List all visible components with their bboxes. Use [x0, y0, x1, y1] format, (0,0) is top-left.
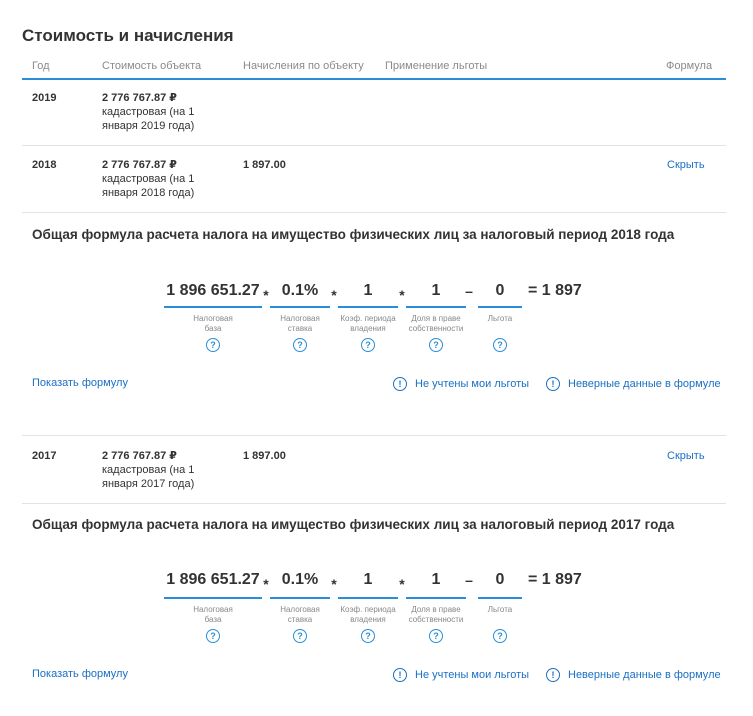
question-icon[interactable]: ?	[293, 338, 307, 352]
warning-icon: !	[546, 668, 560, 682]
label-period-coef: Коэф. периода владения	[340, 605, 396, 624]
label-benefit: Льгота	[487, 314, 513, 323]
op-minus: –	[465, 283, 473, 299]
label-benefit: Льгота	[487, 605, 513, 614]
coef-underline	[338, 306, 398, 308]
header-divider	[22, 78, 726, 80]
cost-value: 2 776 767.87 ₽	[102, 159, 177, 171]
op-multiply: *	[263, 287, 269, 303]
cost-note: кадастровая (на 1 января 2018 года)	[102, 173, 195, 199]
row-divider	[22, 503, 726, 504]
question-icon[interactable]: ?	[361, 629, 375, 643]
header-benefit: Применение льготы	[385, 60, 488, 72]
row-divider	[22, 435, 726, 436]
rate-underline	[270, 597, 330, 599]
formula-result: = 1 897	[528, 571, 582, 588]
op-multiply: *	[331, 576, 337, 592]
cost-note: кадастровая (на 1 января 2019 года)	[102, 106, 195, 132]
row-cost	[102, 449, 212, 491]
hide-formula-link[interactable]: Скрыть	[667, 450, 705, 462]
rate-underline	[270, 306, 330, 308]
label-rate: Налоговая ставка	[280, 314, 320, 333]
hide-formula-link[interactable]: Скрыть	[667, 159, 705, 171]
row-year: 2019	[32, 92, 57, 104]
op-multiply: *	[399, 576, 405, 592]
op-multiply: *	[399, 287, 405, 303]
question-icon[interactable]: ?	[429, 338, 443, 352]
question-icon[interactable]: ?	[206, 338, 220, 352]
benefits-not-counted-link[interactable]: Не учтены мои льготы	[415, 669, 530, 681]
row-cost	[102, 158, 212, 200]
page-title: Стоимость и начисления	[22, 26, 234, 45]
formula-period-coef: 1	[363, 571, 373, 588]
formula-rate: 0.1%	[281, 282, 319, 299]
row-cost	[102, 91, 212, 133]
formula-rate: 0.1%	[281, 571, 319, 588]
base-underline	[164, 597, 262, 599]
op-multiply: *	[263, 576, 269, 592]
formula-share: 1	[431, 571, 441, 588]
label-period-coef: Коэф. периода владения	[340, 314, 396, 333]
warning-icon: !	[393, 668, 407, 682]
base-underline	[164, 306, 262, 308]
label-base: Налоговая база	[193, 605, 233, 624]
row-year: 2018	[32, 159, 57, 171]
question-icon[interactable]: ?	[493, 338, 507, 352]
show-formula-link[interactable]: Показать формулу	[32, 377, 128, 389]
formula-title: Общая формула расчета налога на имущество физических лиц за налоговый период 2017 года	[32, 517, 675, 532]
cost-value: 2 776 767.87 ₽	[102, 450, 177, 462]
warning-icon: !	[393, 377, 407, 391]
formula-base: 1 896 651.27	[166, 282, 260, 299]
question-icon[interactable]: ?	[361, 338, 375, 352]
op-multiply: *	[331, 287, 337, 303]
formula-share: 1	[431, 282, 441, 299]
cost-note: кадастровая (на 1 января 2017 года)	[102, 464, 195, 490]
label-rate: Налоговая ставка	[280, 605, 320, 624]
label-share: Доля в праве собственности	[408, 605, 464, 624]
row-accrual: 1 897.00	[243, 450, 286, 462]
benefit-underline	[478, 597, 522, 599]
question-icon[interactable]: ?	[206, 629, 220, 643]
header-cost: Стоимость объекта	[102, 60, 202, 72]
share-underline	[406, 597, 466, 599]
row-year: 2017	[32, 450, 57, 462]
formula-period-coef: 1	[363, 282, 373, 299]
warning-icon: !	[546, 377, 560, 391]
label-base: Налоговая база	[193, 314, 233, 333]
header-year: Год	[32, 60, 50, 72]
header-accrual: Начисления по объекту	[243, 60, 364, 72]
row-accrual: 1 897.00	[243, 159, 286, 171]
row-divider	[22, 212, 726, 213]
header-formula: Формула	[666, 60, 713, 72]
benefits-not-counted-link[interactable]: Не учтены мои льготы	[415, 378, 530, 390]
cost-value: 2 776 767.87 ₽	[102, 92, 177, 104]
op-minus: –	[465, 572, 473, 588]
label-share: Доля в праве собственности	[408, 314, 464, 333]
question-icon[interactable]: ?	[493, 629, 507, 643]
coef-underline	[338, 597, 398, 599]
formula-result: = 1 897	[528, 282, 582, 299]
formula-benefit: 0	[495, 571, 505, 588]
question-icon[interactable]: ?	[293, 629, 307, 643]
wrong-data-link[interactable]: Неверные данные в формуле	[568, 378, 721, 390]
wrong-data-link[interactable]: Неверные данные в формуле	[568, 669, 721, 681]
row-divider	[22, 145, 726, 146]
formula-base: 1 896 651.27	[166, 571, 260, 588]
formula-title: Общая формула расчета налога на имущество физических лиц за налоговый период 2018 года	[32, 227, 675, 242]
share-underline	[406, 306, 466, 308]
show-formula-link[interactable]: Показать формулу	[32, 668, 128, 680]
question-icon[interactable]: ?	[429, 629, 443, 643]
formula-benefit: 0	[495, 282, 505, 299]
benefit-underline	[478, 306, 522, 308]
